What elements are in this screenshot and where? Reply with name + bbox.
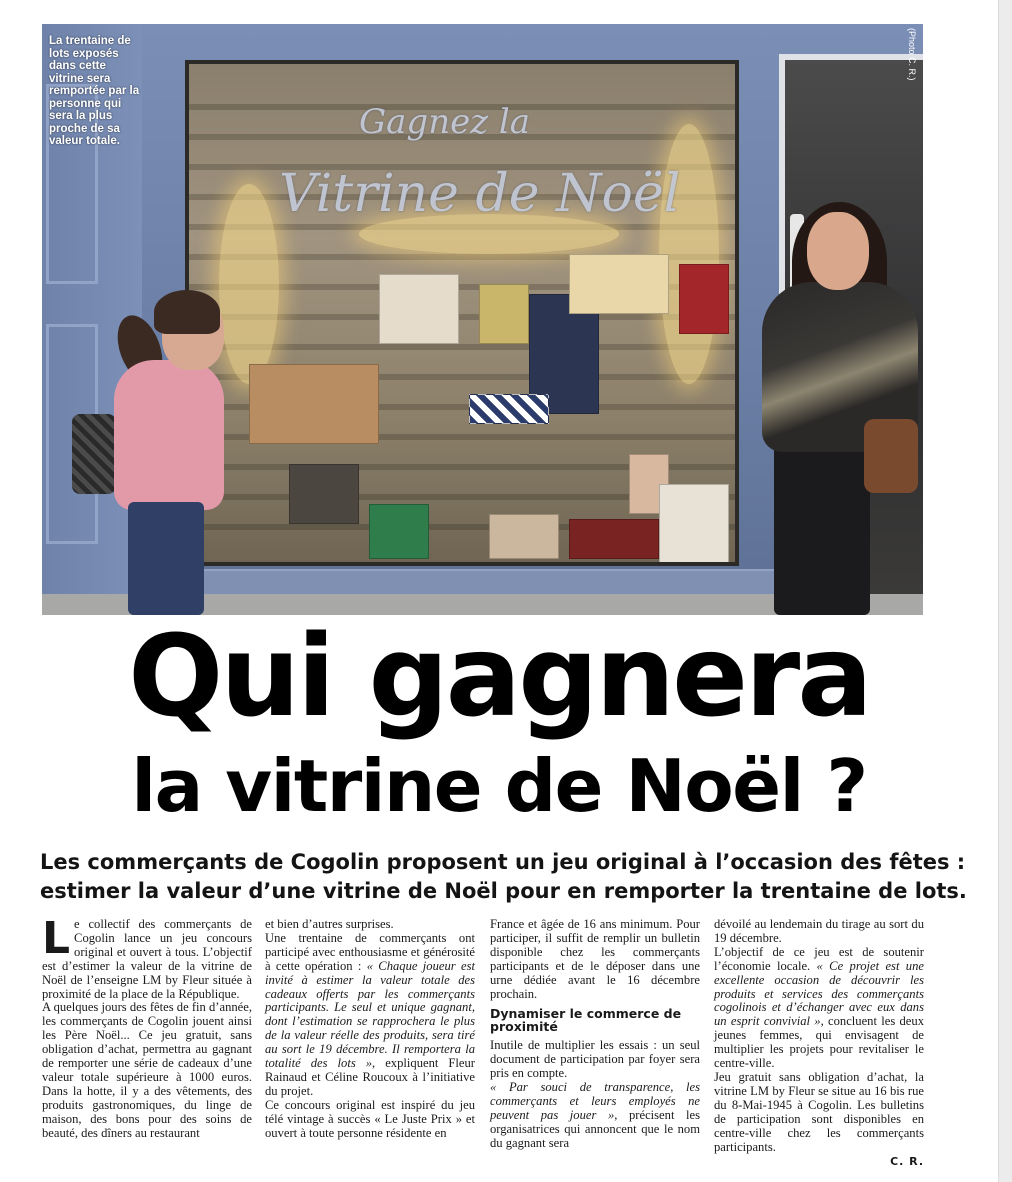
- shop-window: [185, 60, 739, 566]
- drop-cap: L: [42, 913, 71, 964]
- quote: « Chaque joueur est invité à estimer la valeur totale des cadeaux offerts par les commerçants participants. Le seul et unique gagnant, dont l’estimation se rapprochera le plus de la valeur réelle des produits, sera tiré au sort le 19 décembre. Il remportera la totalité des lots »: [265, 958, 475, 1071]
- article-column-4: [714, 918, 924, 1169]
- window-lettering: Vitrine de Noël: [279, 164, 681, 224]
- author-signature: C. R.: [890, 1155, 924, 1169]
- paragraph: Jeu gratuit sans obligation d’achat, la vitrine LM by Fleur se situe au 16 bis rue du 8-Mai-1945 à Cogolin. Les bulletins de participation sont disponibles en centre-ville chez les commerçants participants.: [714, 1069, 924, 1154]
- deck-line-1: Les commerçants de Cogolin proposent un jeu original à l’occasion des fêtes :: [40, 850, 966, 874]
- paragraph-text: L’objectif de ce jeu est de soutenir l’économie locale.: [714, 944, 924, 973]
- article-column-3: [490, 918, 700, 1151]
- paragraph-text: , précisent les organisatrices qui annoncent que le nom du gagnant sera: [490, 1107, 701, 1150]
- headline-line-2: la vitrine de Noël ?: [131, 744, 867, 828]
- paragraph: e collectif des commerçants de Cogolin lance un jeu concours original et ouvert à tous. L’objectif est d’estimer la valeur de la vitrine de Noël de l’enseigne LM by Fleur située à proximité de la place de la République.: [42, 917, 252, 1001]
- paragraph: dévoilé au lendemain du tirage au sort du 19 décembre.: [714, 917, 924, 945]
- article-column-2: [265, 918, 475, 1141]
- paragraph: France et âgée de 16 ans minimum. Pour participer, il suffit de remplir un bulletin disponible chez les commerçants participants et de le déposer dans une urne dédiée avant le 16 décembre prochain.: [490, 917, 700, 1001]
- scrollbar[interactable]: [998, 0, 1012, 1182]
- photo-caption: La trentaine de lots exposés dans cette vitrine sera remportée par la personne qui sera la plus proche de sa valeur totale.: [49, 35, 140, 147]
- paragraph: Inutile de multiplier les essais : un seul document de participation par foyer sera pris en compte.: [490, 1038, 700, 1081]
- paragraph-text: , concluent les deux jeunes femmes, qui envisagent de multiplier les projets pour revitaliser le centre-ville.: [714, 1014, 924, 1071]
- paragraph: A quelques jours des fêtes de fin d’année, les commerçants de Cogolin jouent ainsi les Père Noël... Ce jeu gratuit, sans obligation d’achat, permettra au gagnant de remporter une série de cadeaux d’une valeur totale supérieure à 1000 euros. Dans la hotte, il y a des vêtements, des produits gastronomiques, du linge de maison, des bons pour des soins de beauté, des dîners au restaurant: [42, 1000, 252, 1140]
- window-lettering: Gagnez la: [359, 102, 531, 142]
- headline-line-1: Qui gagnera: [128, 612, 870, 742]
- paragraph: et bien d’autres surprises.: [265, 917, 394, 931]
- deck-line-2: estimer la valeur d’une vitrine de Noël pour en remporter la trentaine de lots.: [40, 879, 967, 903]
- subheading: Dynamiser le commerce de proximité: [490, 1006, 682, 1035]
- article-photo: [42, 24, 923, 615]
- article-column-1: [42, 913, 252, 1141]
- photo-credit: (Photo C. R.): [907, 28, 917, 81]
- quote: « Par souci de transparence, les commerçants et leurs employés ne peuvent pas jouer »: [490, 1080, 700, 1122]
- paragraph-text: , expliquent Fleur Rainaud et Céline Roucoux à l’initiative du projet.: [265, 1056, 475, 1098]
- paragraph: Ce concours original est inspiré du jeu télé vintage à succès « Le Juste Prix » et ouvert à toute personne résidente en: [265, 1097, 475, 1140]
- window-base: [142, 569, 777, 597]
- article-deck: [40, 848, 967, 906]
- paragraph-text: Une trentaine de commerçants ont participé avec enthousiasme et générosité à cette opération :: [265, 930, 475, 973]
- quote: « Ce projet est une excellente occasion de découvrir les produits et services des commerçants cogolinois et d’échanger avec eux dans un esprit convivial »: [714, 958, 924, 1029]
